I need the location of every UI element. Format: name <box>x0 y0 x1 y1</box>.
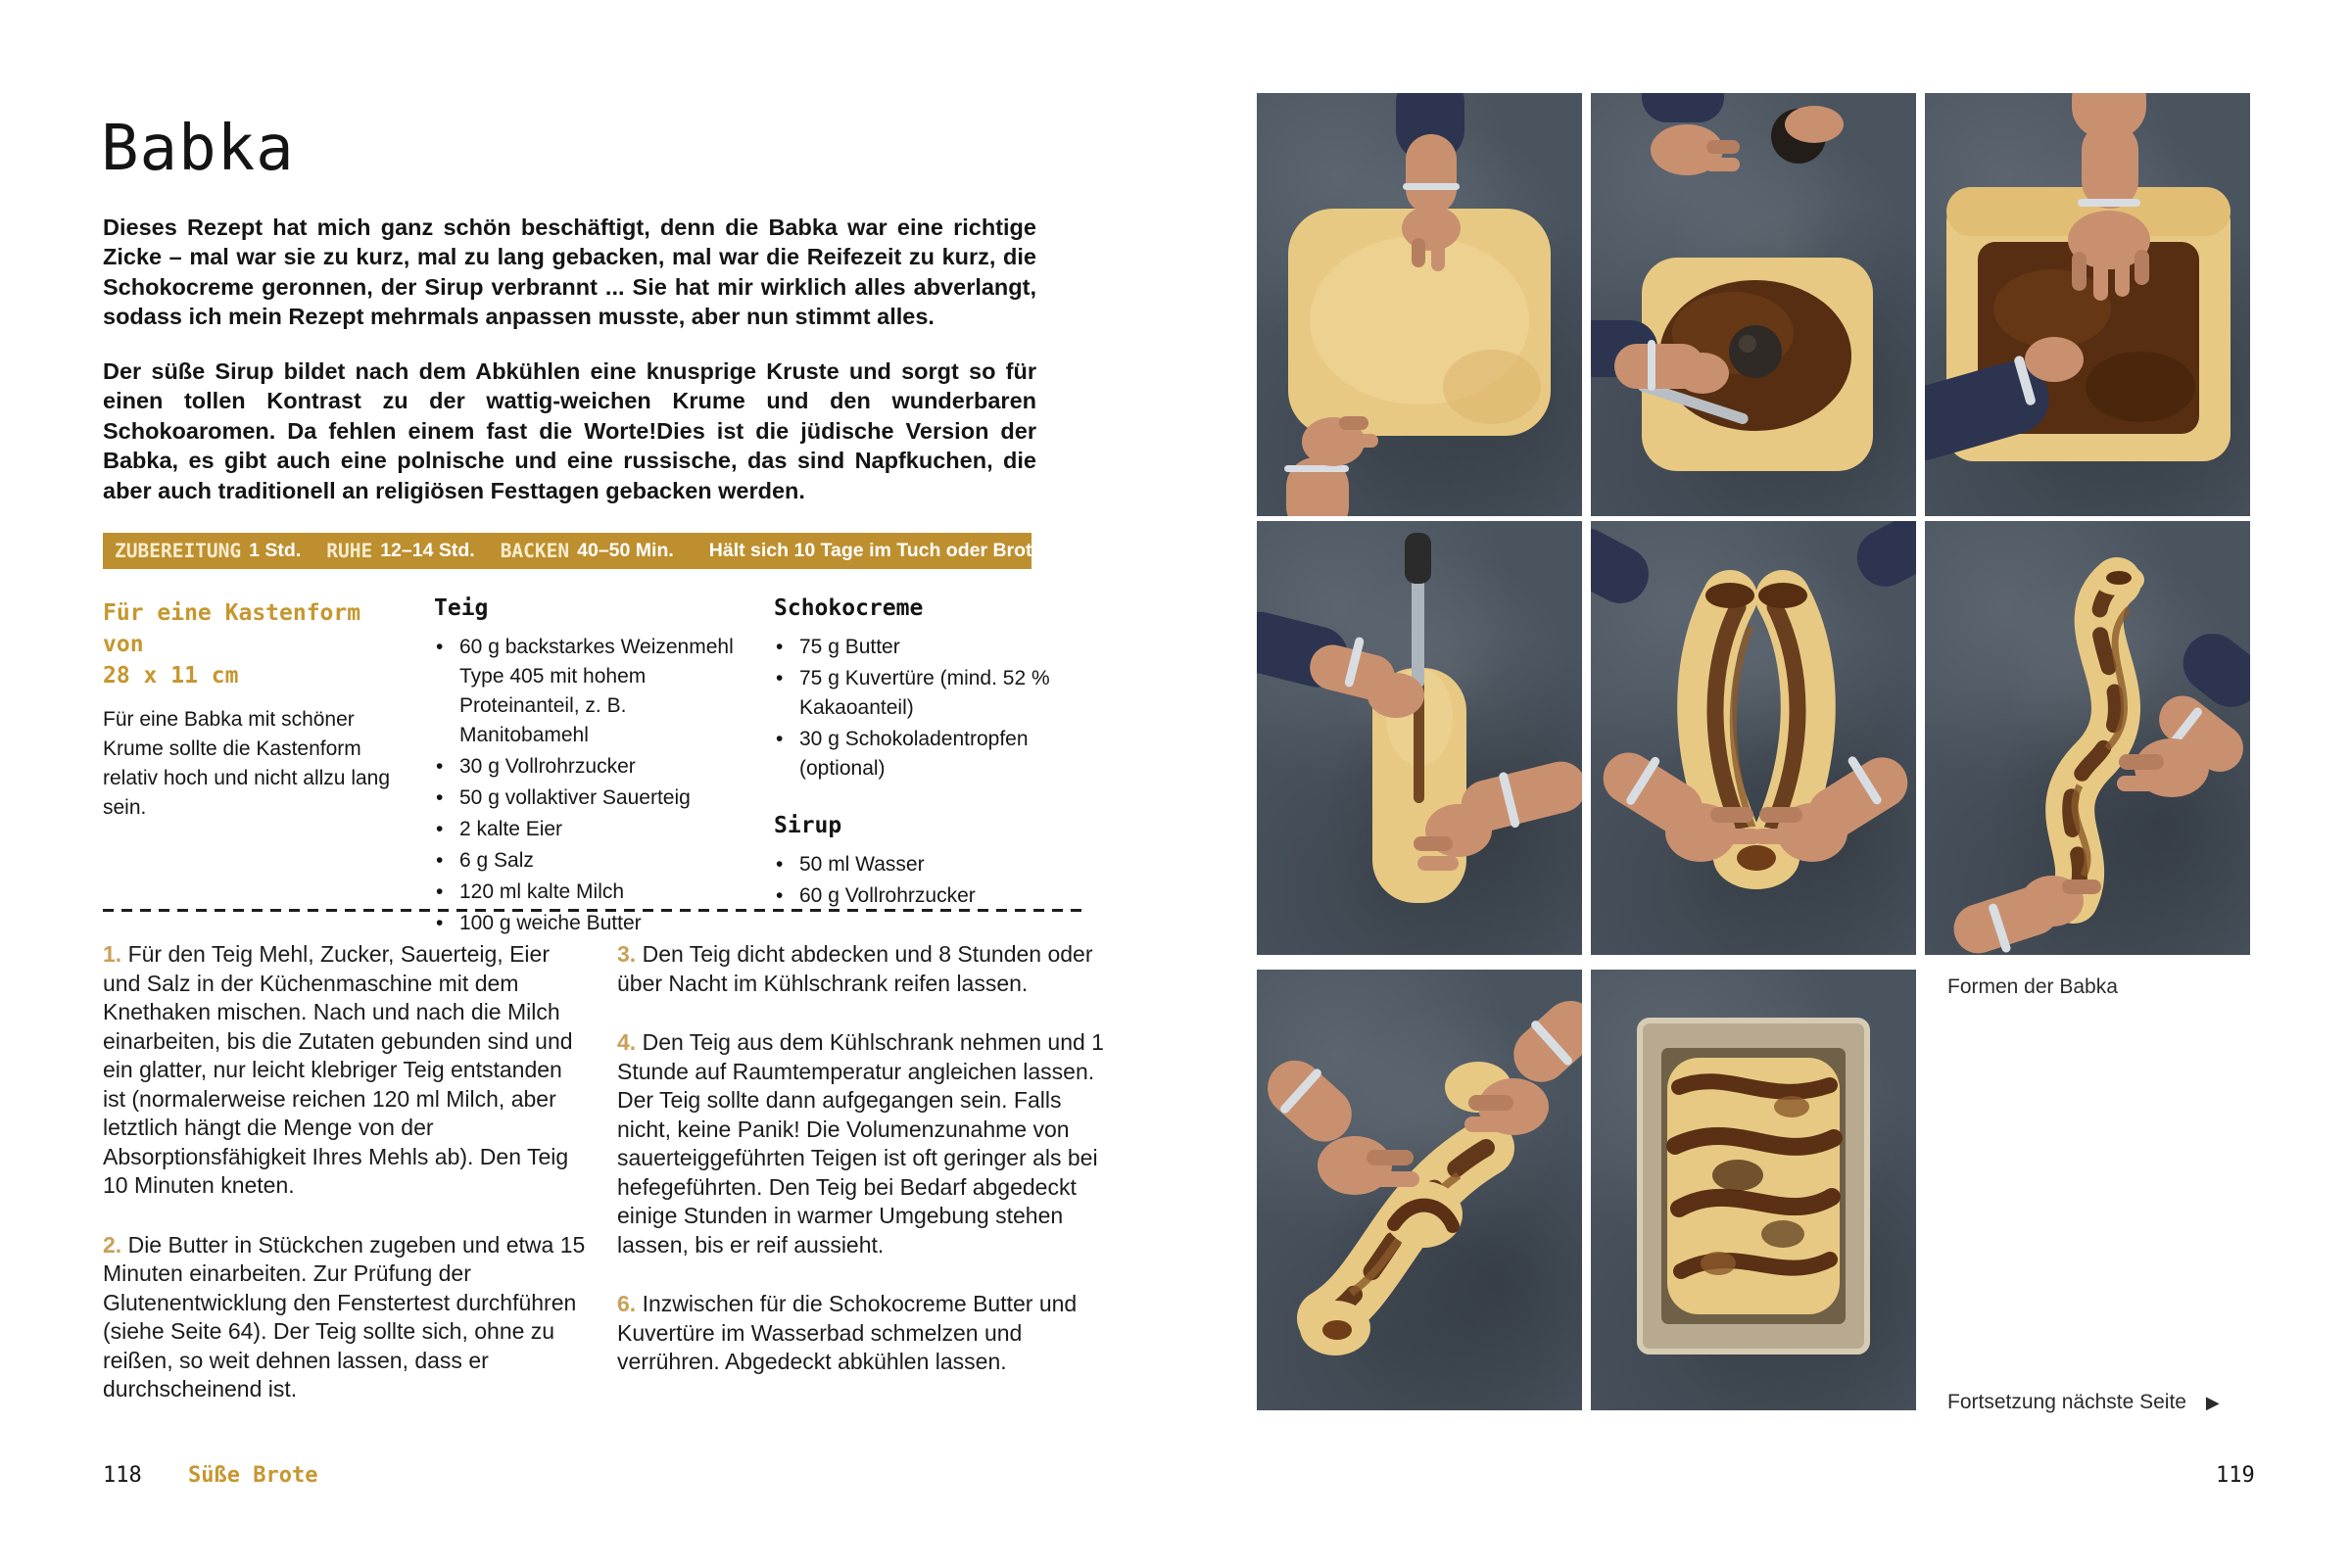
recipe-info-bar <box>103 533 1093 569</box>
photo-step-8-babka-in-pan <box>1591 970 1916 1410</box>
step-number: 4. <box>617 1029 637 1055</box>
cut-log-illustration <box>1257 521 1582 955</box>
yield-note-column <box>103 597 407 823</box>
step-text: Den Teig dicht abdecken und 8 Stunden oder über Nacht im Kühlschrank reifen lassen. <box>617 941 1093 996</box>
list-item: • 6 g Salz <box>434 846 752 876</box>
step-text: Die Butter in Stückchen zugeben und etwa 15 Minuten einarbeiten. Zur Prüfung der Glutenentwicklung den Fenstertest durchführen (siehe Seite 64). Der Teig sollte sich, ohne zu reißen, so weit dehnen lassen, dass er durchscheinend ist. <box>103 1231 586 1402</box>
yield-body: Für eine Babka mit schöner Krume sollte die Kastenform relativ hoch und nicht allzu lang sein. <box>103 708 391 819</box>
teig-list <box>434 633 752 938</box>
step-3 <box>617 940 1104 998</box>
list-item: • 100 g weiche Butter <box>434 909 752 938</box>
yield-heading-line1: Für eine Kastenform von <box>103 600 361 657</box>
step-number: 3. <box>617 941 637 967</box>
step-1 <box>103 940 590 1201</box>
intro-paragraph-2: Der süße Sirup bildet nach dem Abkühlen eine knusprige Kruste und sorgt so für einen tollen Kontrast zu der wattig-weichen Krume und den wunderbaren Schokoaromen. Da fehlen einem fast die Worte!Dies ist die jüdische Version der Babka, es gibt auch eine polnische und eine russische, das sind Napfkuchen, die aber auch traditionell an religiösen Festtagen gebacken werden. <box>103 357 1036 503</box>
step-text: Den Teig aus dem Kühlschrank nehmen und 1 Stunde auf Raumtemperatur angleichen lassen. Der Teig sollte dann aufgegangen sein. Falls nicht, keine Panik! Die Volumenzunahme von sauerteiggeführten Teigen ist oft geringer als bei hefegeführten. Den Teig bei Bedarf abgedeckt einige Stunden in warmer Umgebung stehen lassen, bis er reif aussieht. <box>617 1029 1104 1258</box>
steps-column-left <box>103 940 590 1435</box>
yield-heading <box>103 597 407 691</box>
list-item: • 30 g Vollrohrzucker <box>434 752 752 782</box>
list-item: • 120 ml kalte Milch <box>434 878 752 907</box>
bake-value: 40–50 Min. <box>577 540 674 561</box>
schokocreme-list <box>774 633 1092 784</box>
list-item: • 50 ml Wasser <box>774 850 1092 879</box>
page-title: Babka <box>101 112 295 185</box>
ingredients-schoko-sirup-column <box>774 594 1092 913</box>
photo-step-2-spread-chocolate <box>1591 93 1916 516</box>
teig-heading: Teig <box>434 595 489 621</box>
step-4 <box>617 1028 1104 1259</box>
open-halves-illustration <box>1591 521 1916 955</box>
spread-chocolate-illustration <box>1591 93 1916 516</box>
arm-left <box>1257 605 1424 718</box>
babka-dough <box>1667 1058 1840 1314</box>
page-number-right: 119 <box>2216 1463 2255 1488</box>
sirup-heading: Sirup <box>774 813 842 838</box>
dough-stretch-illustration <box>1257 93 1582 516</box>
photo-step-3-roll-dough <box>1925 93 2250 516</box>
footer-left <box>103 1463 317 1488</box>
step-number: 1. <box>103 941 122 967</box>
continuation-arrow-icon: ▶ <box>2205 1393 2220 1412</box>
step-2 <box>103 1231 590 1404</box>
yield-heading-line2: 28 x 11 cm <box>103 663 239 689</box>
list-item: • 50 g vollaktiver Sauerteig <box>434 784 752 813</box>
list-item: • 2 kalte Eier <box>434 815 752 844</box>
roll-dough-illustration <box>1925 93 2250 516</box>
list-item: • 75 g Kuvertüre (mind. 52 % Kakaoanteil) <box>774 664 1092 723</box>
twisted-dough <box>2070 564 2144 899</box>
twist-strands-illustration <box>1925 521 2250 955</box>
page-number-left: 118 <box>103 1463 142 1488</box>
knife-icon <box>1405 533 1431 688</box>
step-6 <box>617 1290 1104 1377</box>
list-item: • 75 g Butter <box>774 633 1092 662</box>
dashed-separator <box>103 909 1088 912</box>
sirup-list <box>774 850 1092 911</box>
photo-step-1-dough-stretch <box>1257 93 1582 516</box>
babka-in-pan-illustration <box>1591 970 1916 1410</box>
caption-fortsetzung-text: Fortsetzung nächste Seite <box>1947 1391 2186 1413</box>
list-item: • 60 g backstarkes Weizenmehl Type 405 mit hohem Proteinanteil, z. B. Manitobamehl <box>434 633 752 750</box>
step-number: 6. <box>617 1291 637 1316</box>
prep-value: 1 Std. <box>249 540 302 561</box>
caption-fortsetzung <box>1947 1391 2220 1414</box>
photo-step-6-twist-strands <box>1925 521 2250 955</box>
ingredients-teig-column <box>434 594 752 940</box>
rest-value: 12–14 Std. <box>380 540 475 561</box>
rest-label: RUHE <box>326 540 373 562</box>
photo-step-7-form-twist <box>1257 970 1582 1410</box>
intro-paragraph-1: Dieses Rezept hat mich ganz schön beschäftigt, denn die Babka war eine richtige Zicke – mal war sie zu kurz, mal zu lang gebacken, mal war die Reifezeit zu kurz, die Schokocreme geronnen, der Sirup verbrannt ... Sie hat mir wirklich alles abverlangt, sodass ich mein Rezept mehrmals anpassen musste, aber nun stimmt alles. <box>103 214 1036 329</box>
prep-label: ZUBEREITUNG <box>115 540 242 562</box>
steps-column-right <box>617 940 1104 1407</box>
hand-bottom-left <box>1947 876 2101 955</box>
photo-step-5-open-halves <box>1591 521 1916 955</box>
list-item: • 60 g Vollrohrzucker <box>774 881 1092 911</box>
section-label: Süße Brote <box>188 1463 318 1488</box>
form-twist-illustration <box>1257 970 1582 1410</box>
schokocreme-heading: Schokocreme <box>774 595 924 621</box>
hand-top-left <box>1642 93 1844 175</box>
photo-step-4-cut-log <box>1257 521 1582 955</box>
keep-note: Hält sich 10 Tage im Tuch oder Brotkasten <box>708 540 1093 561</box>
step-number: 2. <box>103 1231 122 1258</box>
caption-formen-der-babka: Formen der Babka <box>1947 975 2118 998</box>
hand-left <box>1257 1049 1419 1195</box>
step-text: Inzwischen für die Schokocreme Butter und Kuvertüre im Wasserbad schmelzen und verrühren. Abgedeckt abkühlen lassen. <box>617 1291 1078 1374</box>
list-item: • 30 g Schokoladentropfen (optional) <box>774 725 1092 784</box>
step-text: Für den Teig Mehl, Zucker, Sauerteig, Eier und Salz in der Küchenmaschine mit dem Knethaken mischen. Nach und nach die Milch einarbeiten, bis die Zutaten gebunden sind und ein glatter, nur leicht klebriger Teig entstanden ist (normalerweise reichen 120 ml Milch, aber letztlich hängt die Menge von der Absorptionsfähigkeit Ihres Mehls ab). Den Teig 10 Minuten kneten. <box>103 941 573 1198</box>
bake-label: BACKEN <box>500 540 570 562</box>
